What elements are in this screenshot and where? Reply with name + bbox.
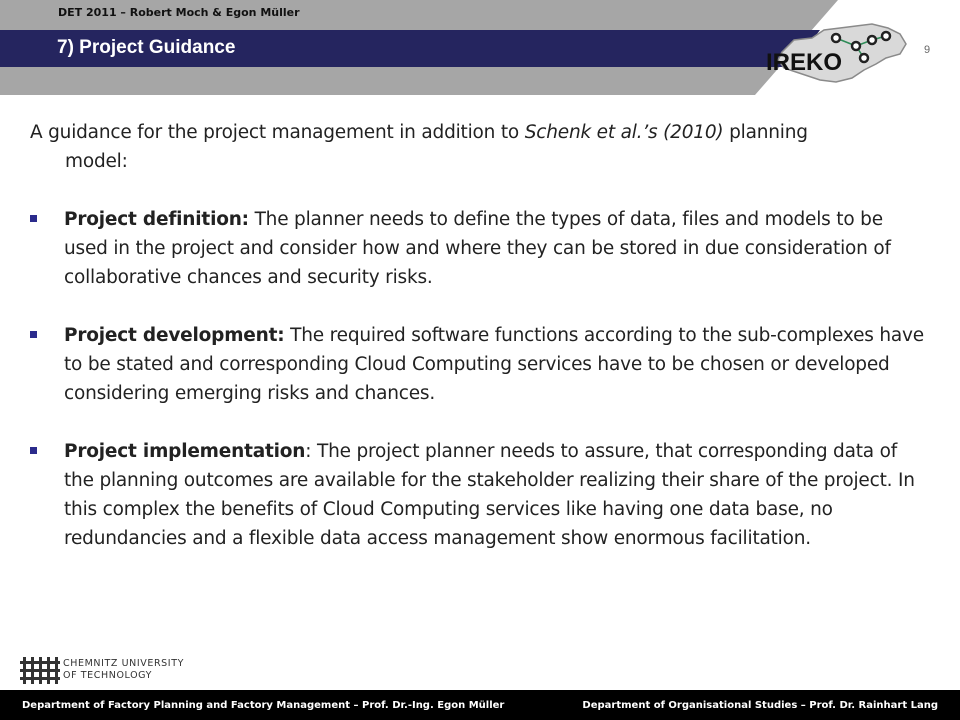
bullet-square-icon (30, 331, 37, 338)
bullet-project-implementation (30, 437, 930, 553)
intro-text-line2: model: (65, 151, 128, 172)
conference-author-line: DET 2011 – Robert Moch & Egon Müller (58, 6, 300, 19)
bullet-square-icon (30, 215, 37, 222)
slide-title: 7) Project Guidance (57, 37, 236, 58)
intro-text-end: planning (723, 122, 808, 143)
ireko-logo (760, 18, 910, 90)
bullet-square-icon (30, 447, 37, 454)
bullet-project-development (30, 321, 930, 408)
bullet-text: The planner needs to define the types of data, files and models to be used in the project and consider how and where they can be stored in due consideration of collaborative chances and security risks. (64, 209, 891, 288)
bullet-heading: Project definition: (64, 209, 249, 230)
university-name-line2: OF TECHNOLOGY (63, 670, 153, 681)
bullet-project-definition (30, 205, 930, 292)
intro-text: A guidance for the project management in addition to (30, 122, 525, 143)
intro-paragraph (30, 118, 930, 176)
university-name-line1: CHEMNITZ UNIVERSITY (63, 658, 185, 669)
bullet-heading: Project development: (64, 325, 285, 346)
bullet-text: The required software functions according to the sub-complexes have to be stated and corresponding Cloud Computing services have to be chosen or developed considering emerging risks and chances. (64, 325, 924, 404)
university-name (63, 658, 184, 682)
bullet-text: : The project planner needs to assure, that corresponding data of the planning outcomes are available for the stakeholder realizing their share of the project. In this complex the benefits of Cloud Computing services like having one data base, no redundancies and a flexible data access management show enormous facilitation. (64, 441, 915, 549)
footer-department-left: Department of Factory Planning and Factory Management – Prof. Dr.-Ing. Egon Müller (22, 700, 505, 711)
tu-chemnitz-logo-icon (20, 657, 60, 684)
intro-citation: Schenk et al.’s (2010) (524, 122, 724, 143)
page-number: 9 (924, 44, 931, 56)
ireko-wordmark: IREKO (766, 49, 843, 76)
footer-department-right: Department of Organisational Studies – Prof. Dr. Rainhart Lang (582, 700, 938, 711)
slide-content (30, 118, 930, 553)
bullet-heading: Project implementation (64, 441, 306, 462)
